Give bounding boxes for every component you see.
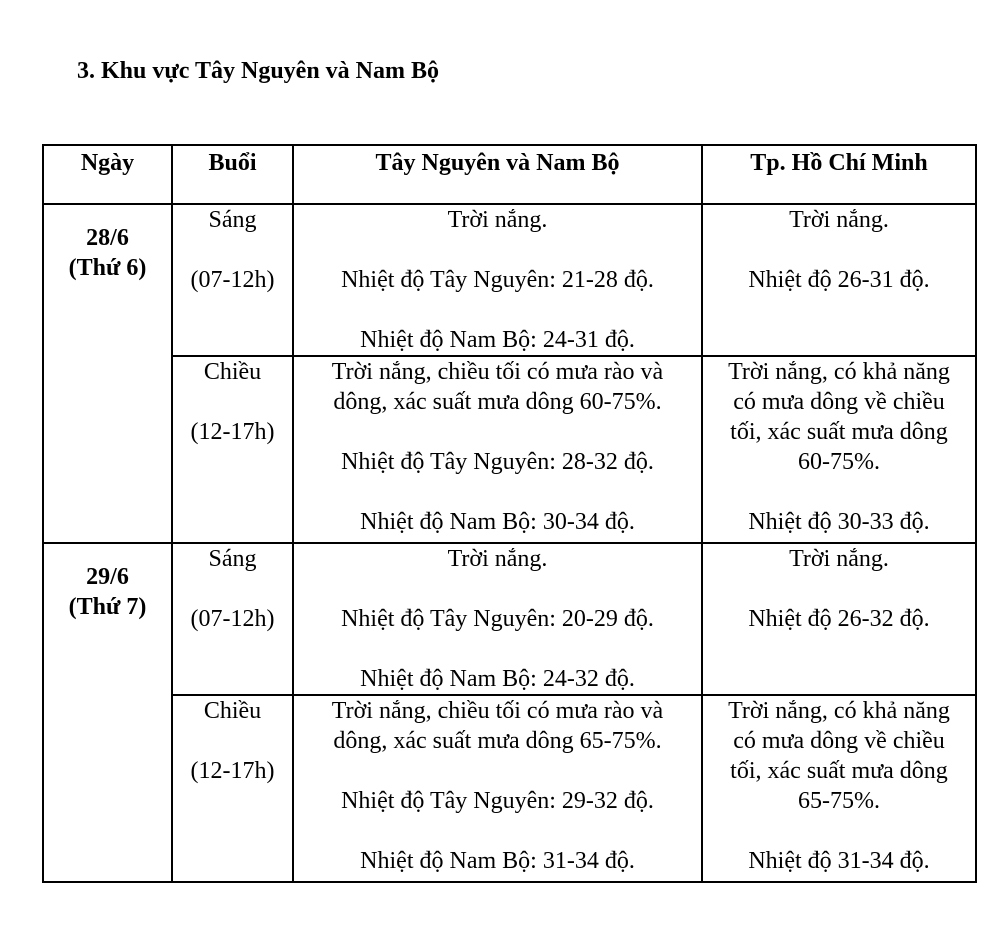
day-cell (43, 543, 172, 882)
forecast-table (42, 144, 977, 883)
hcm-weather-line: 65-75%. (798, 788, 880, 814)
day-weekday: (Thứ 6) (68, 255, 147, 281)
session-time: (07-12h) (190, 267, 275, 293)
session-time: (12-17h) (190, 758, 275, 784)
session-name: Chiều (203, 698, 262, 724)
hcm-forecast-cell (702, 204, 976, 356)
region-weather-line: Trời nắng, chiều tối có mưa rào và (331, 359, 664, 385)
day-date: 28/6 (86, 225, 129, 251)
session-cell (172, 204, 293, 356)
hcm-weather-line: có mưa dông về chiều (733, 728, 945, 754)
region-forecast-cell (293, 695, 702, 882)
header-session: Buổi (172, 145, 293, 204)
session-time: (12-17h) (190, 419, 275, 445)
session-name: Sáng (208, 546, 257, 572)
region-weather-line: dông, xác suất mưa dông 65-75%. (333, 728, 662, 754)
hcm-forecast-cell (702, 543, 976, 695)
region-weather-line: Trời nắng, chiều tối có mưa rào và (331, 698, 664, 724)
header-day: Ngày (43, 145, 172, 204)
session-cell (172, 543, 293, 695)
hcm-weather: Trời nắng. (789, 546, 889, 572)
session-time: (07-12h) (190, 606, 275, 632)
table-row (43, 204, 976, 356)
hcm-temp: Nhiệt độ 30-33 độ. (748, 509, 930, 535)
section-title: 3. Khu vực Tây Nguyên và Nam Bộ (77, 58, 440, 84)
session-name: Sáng (208, 207, 257, 233)
hcm-weather-line: Trời nắng, có khả năng (728, 698, 950, 724)
hcm-forecast-cell (702, 356, 976, 543)
region-temp-tay-nguyen: Nhiệt độ Tây Nguyên: 28-32 độ. (341, 449, 654, 475)
region-forecast-cell (293, 543, 702, 695)
day-weekday: (Thứ 7) (68, 594, 147, 620)
region-forecast-cell (293, 204, 702, 356)
region-temp-nam-bo: Nhiệt độ Nam Bộ: 24-32 độ. (360, 666, 635, 692)
hcm-weather-line: tối, xác suất mưa dông (730, 419, 948, 445)
header-hcm: Tp. Hồ Chí Minh (702, 145, 976, 204)
header-region: Tây Nguyên và Nam Bộ (293, 145, 702, 204)
hcm-forecast-cell (702, 695, 976, 882)
region-weather: Trời nắng. (447, 207, 548, 233)
region-weather-line: dông, xác suất mưa dông 60-75%. (333, 389, 662, 415)
hcm-weather-line: tối, xác suất mưa dông (730, 758, 948, 784)
table-row (43, 543, 976, 695)
region-forecast-cell (293, 356, 702, 543)
hcm-temp: Nhiệt độ 26-31 độ. (748, 267, 930, 293)
hcm-weather-line: Trời nắng, có khả năng (728, 359, 950, 385)
region-temp-tay-nguyen: Nhiệt độ Tây Nguyên: 20-29 độ. (341, 606, 654, 632)
hcm-temp: Nhiệt độ 31-34 độ. (748, 848, 930, 874)
region-temp-tay-nguyen: Nhiệt độ Tây Nguyên: 21-28 độ. (341, 267, 654, 293)
table-header-row (43, 145, 976, 204)
region-temp-nam-bo: Nhiệt độ Nam Bộ: 30-34 độ. (360, 509, 635, 535)
day-date: 29/6 (86, 564, 129, 590)
table-row (43, 695, 976, 882)
region-weather: Trời nắng. (447, 546, 548, 572)
region-temp-nam-bo: Nhiệt độ Nam Bộ: 31-34 độ. (360, 848, 635, 874)
region-temp-tay-nguyen: Nhiệt độ Tây Nguyên: 29-32 độ. (341, 788, 654, 814)
session-cell (172, 695, 293, 882)
hcm-weather: Trời nắng. (789, 207, 889, 233)
region-temp-nam-bo: Nhiệt độ Nam Bộ: 24-31 độ. (360, 327, 635, 353)
hcm-temp: Nhiệt độ 26-32 độ. (748, 606, 930, 632)
session-name: Chiều (203, 359, 262, 385)
hcm-weather-line: có mưa dông về chiều (733, 389, 945, 415)
session-cell (172, 356, 293, 543)
table-row (43, 356, 976, 543)
day-cell (43, 204, 172, 543)
hcm-weather-line: 60-75%. (798, 449, 880, 475)
